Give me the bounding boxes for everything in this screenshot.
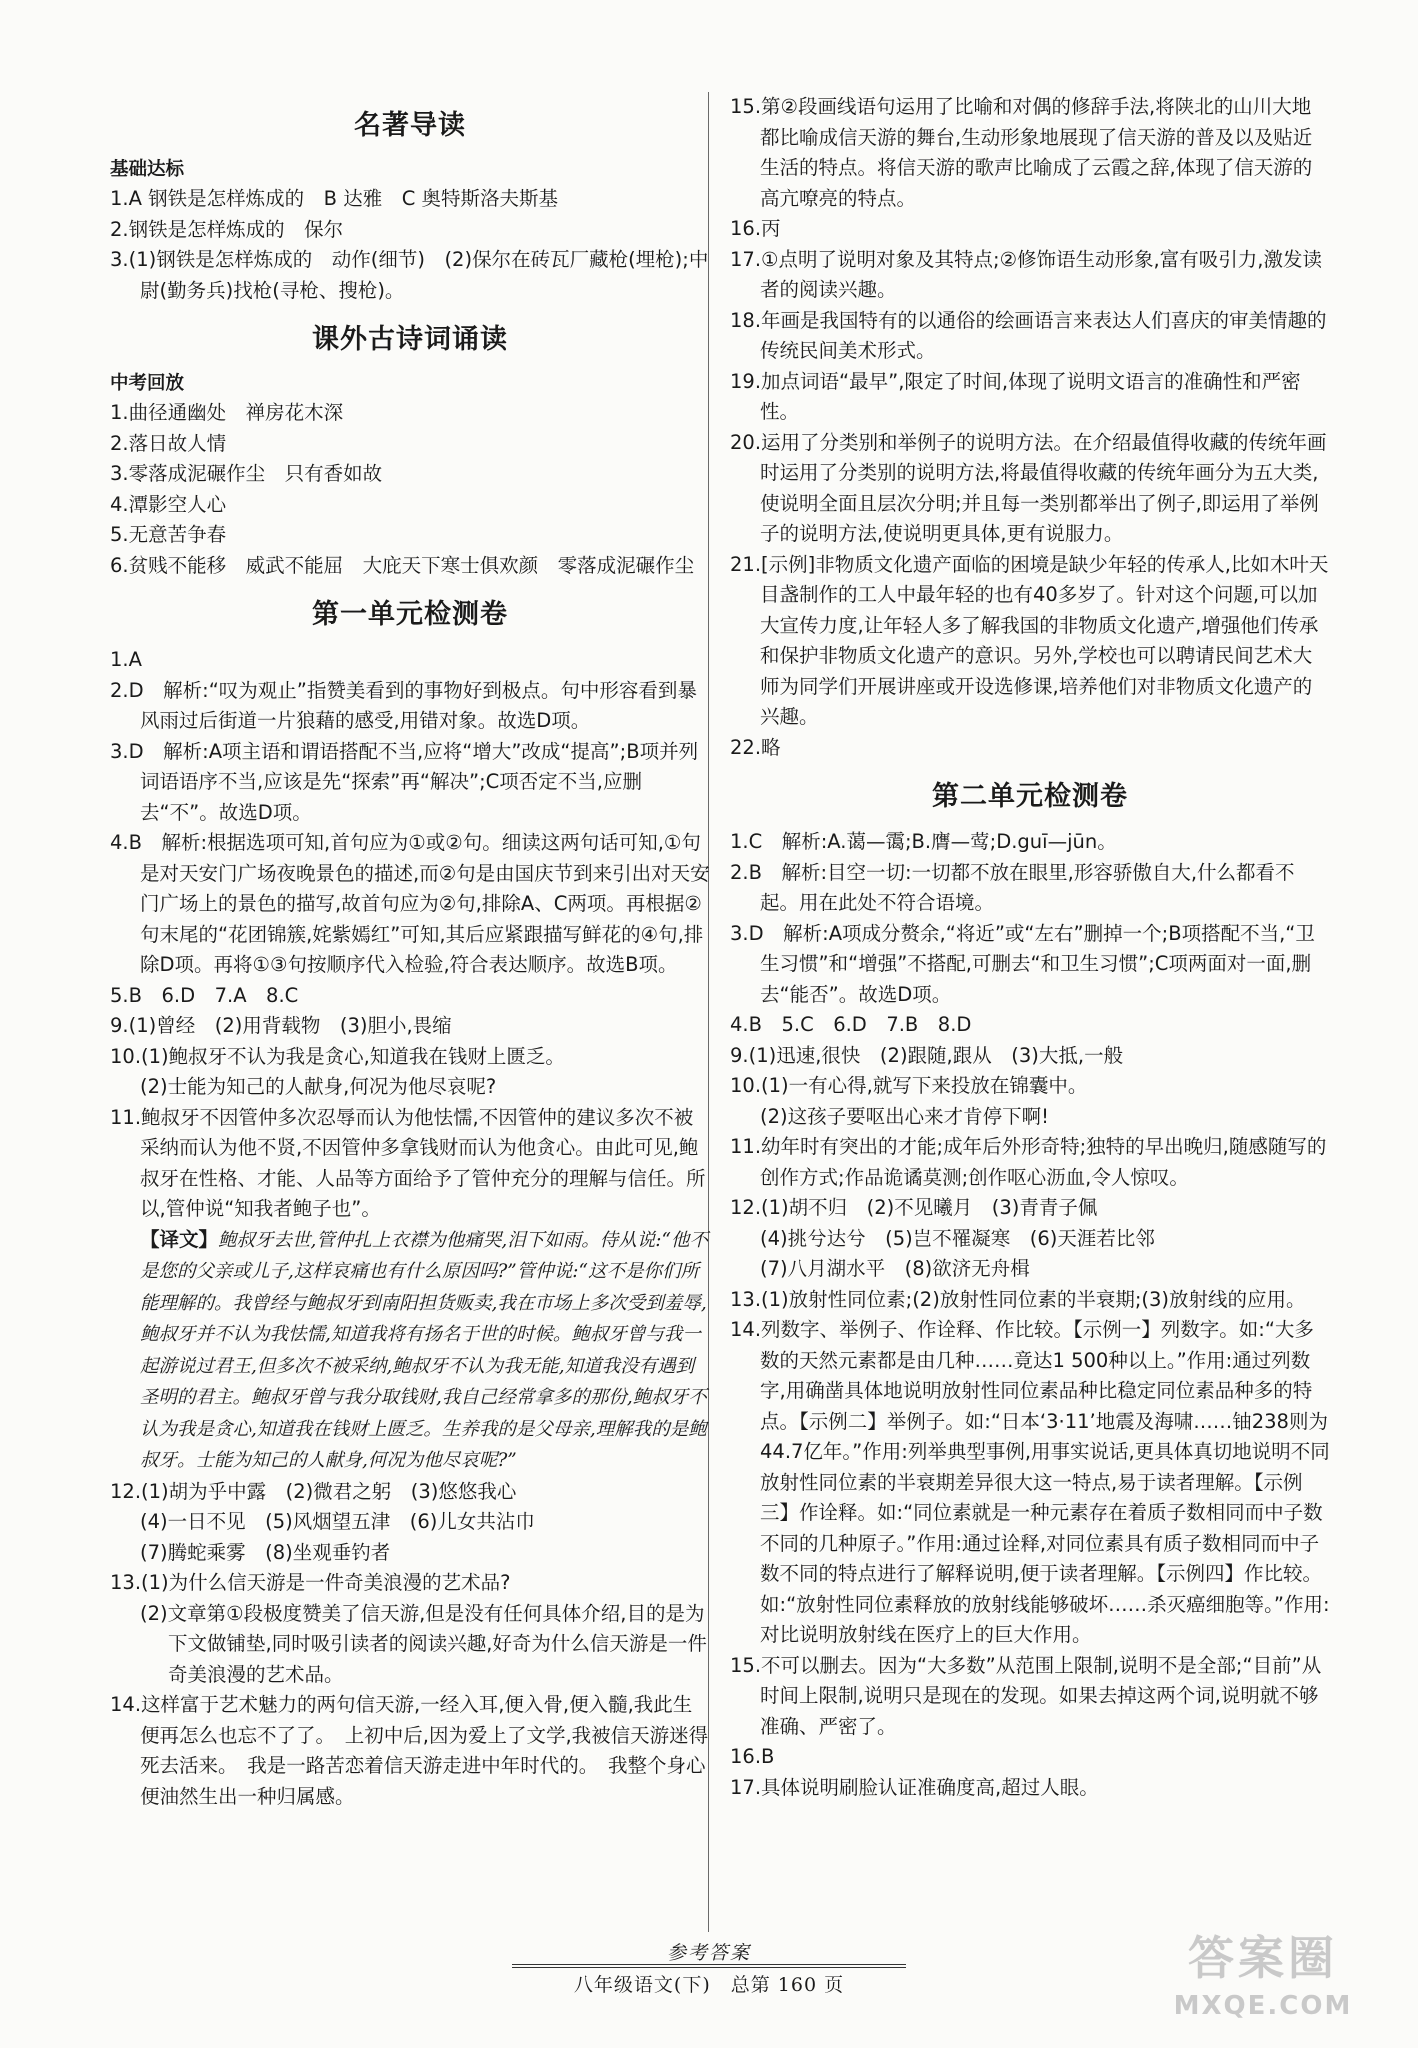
- answer-subitem: (7)八月湖水平 (8)欲济无舟楫: [760, 1257, 1030, 1280]
- answer-item: 3.零落成泥碾作尘 只有香如故: [110, 462, 383, 485]
- answer-item: 1.曲径通幽处 禅房花木深: [110, 401, 344, 424]
- answer-subitem: (2)文章第①段极度赞美了信天游,但是没有任何具体介绍,目的是为下文做铺垫,同时吸引读者的阅读兴趣,好奇为什么信天游是一件奇美浪漫的艺术品。: [140, 1601, 707, 1686]
- answer-item: 12.(1)胡为乎中露 (2)微君之躬 (3)悠悠我心: [110, 1479, 517, 1503]
- answer-subitem: (7)腾蛇乘雾 (8)坐观垂钓者: [140, 1540, 391, 1564]
- section-title-masterpiece: 名著导读: [354, 110, 466, 141]
- section-title-unit-2: 第二单元检测卷: [932, 781, 1128, 812]
- answer-item: 16.B: [730, 1745, 775, 1768]
- sub-title-basic: 基础达标: [110, 159, 185, 180]
- answer-item: 1.C 解析:A.蔼—霭;B.膺—莺;D.guī—jūn。: [730, 830, 1117, 853]
- translation-label: 【译文】: [140, 1227, 219, 1251]
- answer-item: 14.列数字、举例子、作诠释、作比较。【示例一】列数字。如:“大多数的天然元素都是由几种……竟达1 500种以上。”作用:通过列数字,用确凿具体地说明放射性同位素品种比稳定同位素品种多的特点。【示例二】举例子。如:“日本‘3·11’地震及海啸……铀238则为44.7亿年。”作用:列举典型事例,用事实说话,更具体真切地说明不同放射性同位素的半衰期差异很大这一特点,易于读者理解。【示例三】作诠释。如:“同位素就是一种元素存在着质子数相同而中子数不同的几种原子。”作用:通过诠释,对同位素具有质子数相同而中子数不同的特点进行了解释说明,便于读者理解。【示例四】作比较。如:“放射性同位素释放的放射线能够破坏……杀灭癌细胞等。”作用:对比说明放射线在医疗上的巨大作用。: [730, 1318, 1330, 1646]
- left-column: [110, 92, 710, 1812]
- answer-item: 4.B 5.C 6.D 7.B 8.D: [730, 1013, 972, 1036]
- answer-item: 3.D 解析:A项成分赘余,“将近”或“左右”删掉一个;B项搭配不当,“卫生习惯”和“增强”不搭配,可删去“和卫生习惯”;C项两面对一面,删去“能否”。故选D项。: [730, 921, 1315, 1006]
- answer-item: 10.(1)一有心得,就写下来投放在锦囊中。: [730, 1074, 1088, 1097]
- answer-item: 10.(1)鲍叔牙不认为我是贪心,知道我在钱财上匮乏。: [110, 1044, 565, 1068]
- answer-item: 1.A: [110, 648, 142, 671]
- answer-item: 2.钢铁是怎样炼成的 保尔: [110, 217, 344, 241]
- footer-title: 参考答案: [666, 1942, 751, 1964]
- answer-item: 3.D 解析:A项主语和谓语搭配不当,应将“增大”改成“提高”;B项并列词语语序不当,应该是先“探索”再“解决”;C项否定不当,应删去“不”。故选D项。: [110, 739, 699, 824]
- answer-subitem: (2)士能为知己的人献身,何况为他尽哀呢?: [140, 1075, 497, 1098]
- answer-item: 11.鲍叔牙不因管仲多次忍辱而认为他怯懦,不因管仲的建议多次不被采纳而认为他不贤,不因管仲多拿钱财而认为他贪心。由此可见,鲍叔牙在性格、才能、人品等方面给予了管仲充分的理解与信任。所以,管仲说“知我者鲍子也”。: [110, 1105, 706, 1220]
- answer-item: 2.D 解析:“叹为观止”指赞美看到的事物好到极点。句中形容看到暴风雨过后街道一片狼藉的感受,用错对象。故选D项。: [110, 678, 697, 732]
- footer-page-number: 八年级语文(下) 总第 160 页: [573, 1974, 845, 1996]
- translation-text: 鲍叔牙去世,管仲扎上衣襟为他痛哭,泪下如雨。侍从说:“他不是您的父亲或儿子,这样哀痛也有什么原因吗?”管仲说:“这不是你们所能理解的。我曾经与鲍叔牙到南阳担货贩卖,我在市场上多次受到羞辱,鲍叔牙并不认为我怯懦,知道我将有扬名于世的时候。鲍叔牙曾与我一起游说过君王,但多次不被采纳,鲍叔牙不认为我无能,知道我没有遇到圣明的君主。鲍叔牙曾与我分取钱财,我自己经常拿多的那份,鲍叔牙不认为我是贪心,知道我在钱财上匮乏。生养我的是父母亲,理解我的是鲍叔牙。士能为知己的人献身,何况为他尽哀呢?”: [140, 1229, 708, 1471]
- answer-item: 17.①点明了说明对象及其特点;②修饰语生动形象,富有吸引力,激发读者的阅读兴趣。: [730, 247, 1322, 301]
- answer-item: 20.运用了分类别和举例子的说明方法。在介绍最值得收藏的传统年画时运用了分类别的说明方法,将最值得收藏的传统年画分为五大类,使说明全面且层次分明;并且每一类别都举出了例子,即运用了举例子的说明方法,使说明更具体,更有说服力。: [730, 430, 1327, 545]
- watermark-url: MXQE.COM: [1173, 1991, 1353, 2021]
- answer-item: 13.(1)为什么信天游是一件奇美浪漫的艺术品?: [110, 1571, 511, 1594]
- answer-item: 21.[示例]非物质文化遗产面临的困境是缺少年轻的传承人,比如木叶天目盏制作的工人中最年轻的也有40多岁了。针对这个问题,可以加大宣传力度,让年轻人多了解我国的非物质文化遗产,增强他们传承和保护非物质文化遗产的意识。另外,学校也可以聘请民间艺术大师为同学们开展讲座或开设选修课,培养他们对非物质文化遗产的兴趣。: [730, 552, 1329, 728]
- sub-title-exam-review: 中考回放: [110, 373, 185, 394]
- answer-item: 5.无意苦争春: [110, 523, 227, 546]
- answer-item: 4.B 解析:根据选项可知,首句应为①或②句。细读这两句话可知,①句是对天安门广场夜晚景色的描述,而②句是由国庆节到来引出对天安门广场上的景色的描写,故首句应为②句,排除A、C两项。再根据②句末尾的“花团锦簇,姹紫嫣红”可知,其后应紧跟描写鲜花的④句,排除D项。再将①③句按顺序代入检验,符合表达顺序。故选B项。: [110, 831, 710, 976]
- answer-item: 15.第②段画线语句运用了比喻和对偶的修辞手法,将陕北的山川大地都比喻成信天游的舞台,生动形象地展现了信天游的普及以及贴近生活的特点。将信天游的歌声比喻成了云霞之辞,体现了信天游的高亢嘹亮的特点。: [730, 95, 1313, 210]
- answer-subitem: (2)这孩子要呕出心来才肯停下啊!: [760, 1104, 1049, 1128]
- right-column: [730, 92, 1330, 1803]
- answer-item: 6.贫贱不能移 威武不能屈 大庇天下寒士俱欢颜 零落成泥碾作尘: [110, 553, 695, 577]
- answer-item: 16.丙: [730, 217, 781, 240]
- watermark-logo: 答案圈: [1188, 1931, 1338, 1985]
- section-title-unit-1: 第一单元检测卷: [312, 599, 508, 630]
- answer-item: 14.这样富于艺术魅力的两句信天游,一经入耳,便入骨,便入髓,我此生便再怎么也忘不了了。 上初中后,因为爱上了文学,我被信天游迷得死去活来。 我是一路苦恋着信天游走进中年时代的。 我整个身心便油然生出一种归属感。: [110, 1693, 709, 1808]
- answer-item: 13.(1)放射性同位素;(2)放射性同位素的半衰期;(3)放射线的应用。: [730, 1287, 1306, 1311]
- answer-item: 19.加点词语“最早”,限定了时间,体现了说明文语言的准确性和严密性。: [730, 369, 1301, 423]
- answer-subitem: (4)一日不见 (5)风烟望五津 (6)儿女共沾巾: [140, 1510, 535, 1533]
- answer-item: 9.(1)迅速,很快 (2)跟随,跟从 (3)大抵,一般: [730, 1043, 1124, 1067]
- answer-subitem: (4)挑兮达兮 (5)岂不罹凝寒 (6)天涯若比邻: [760, 1226, 1155, 1250]
- answer-item: 12.(1)胡不归 (2)不见曦月 (3)青青子佩: [730, 1196, 1098, 1219]
- answer-item: 22.略: [730, 735, 781, 759]
- section-title-poetry: 课外古诗词诵读: [312, 324, 508, 355]
- answer-item: 15.不可以删去。因为“大多数”从范围上限制,说明不是全部;“目前”从时间上限制,说明只是现在的发现。如果去掉这两个词,说明就不够准确、严密了。: [730, 1653, 1322, 1738]
- watermark: [1148, 1928, 1378, 2038]
- translation-block: [110, 1225, 710, 1477]
- answer-item: 5.B 6.D 7.A 8.C: [110, 983, 299, 1007]
- answer-item: 17.具体说明刷脸认证准确度高,超过人眼。: [730, 1775, 1099, 1799]
- footer-rule: [512, 1964, 906, 1965]
- answer-item: 1.A 钢铁是怎样炼成的 B 达雅 C 奥特斯洛夫斯基: [110, 187, 559, 210]
- footer-rule: [512, 1967, 906, 1968]
- answer-item: 2.落日故人情: [110, 431, 227, 455]
- answer-item: 11.幼年时有突出的才能;成年后外形奇特;独特的早出晚归,随感随写的创作方式;作品诡谲莫测;创作呕心沥血,令人惊叹。: [730, 1135, 1327, 1189]
- answer-item: 18.年画是我国特有的以通俗的绘画语言来表达人们喜庆的审美情趣的传统民间美术形式。: [730, 308, 1327, 362]
- answer-item: 2.B 解析:目空一切:一切都不放在眼里,形容骄傲自大,什么都看不起。用在此处不符合语境。: [730, 860, 1295, 914]
- answer-item: 3.(1)钢铁是怎样炼成的 动作(细节) (2)保尔在砖瓦厂藏枪(埋枪);中尉(勤务兵)找枪(寻枪、搜枪)。: [110, 248, 709, 302]
- answer-item: 4.潭影空人心: [110, 492, 227, 516]
- answer-item: 9.(1)曾经 (2)用背载物 (3)胆小,畏缩: [110, 1014, 452, 1037]
